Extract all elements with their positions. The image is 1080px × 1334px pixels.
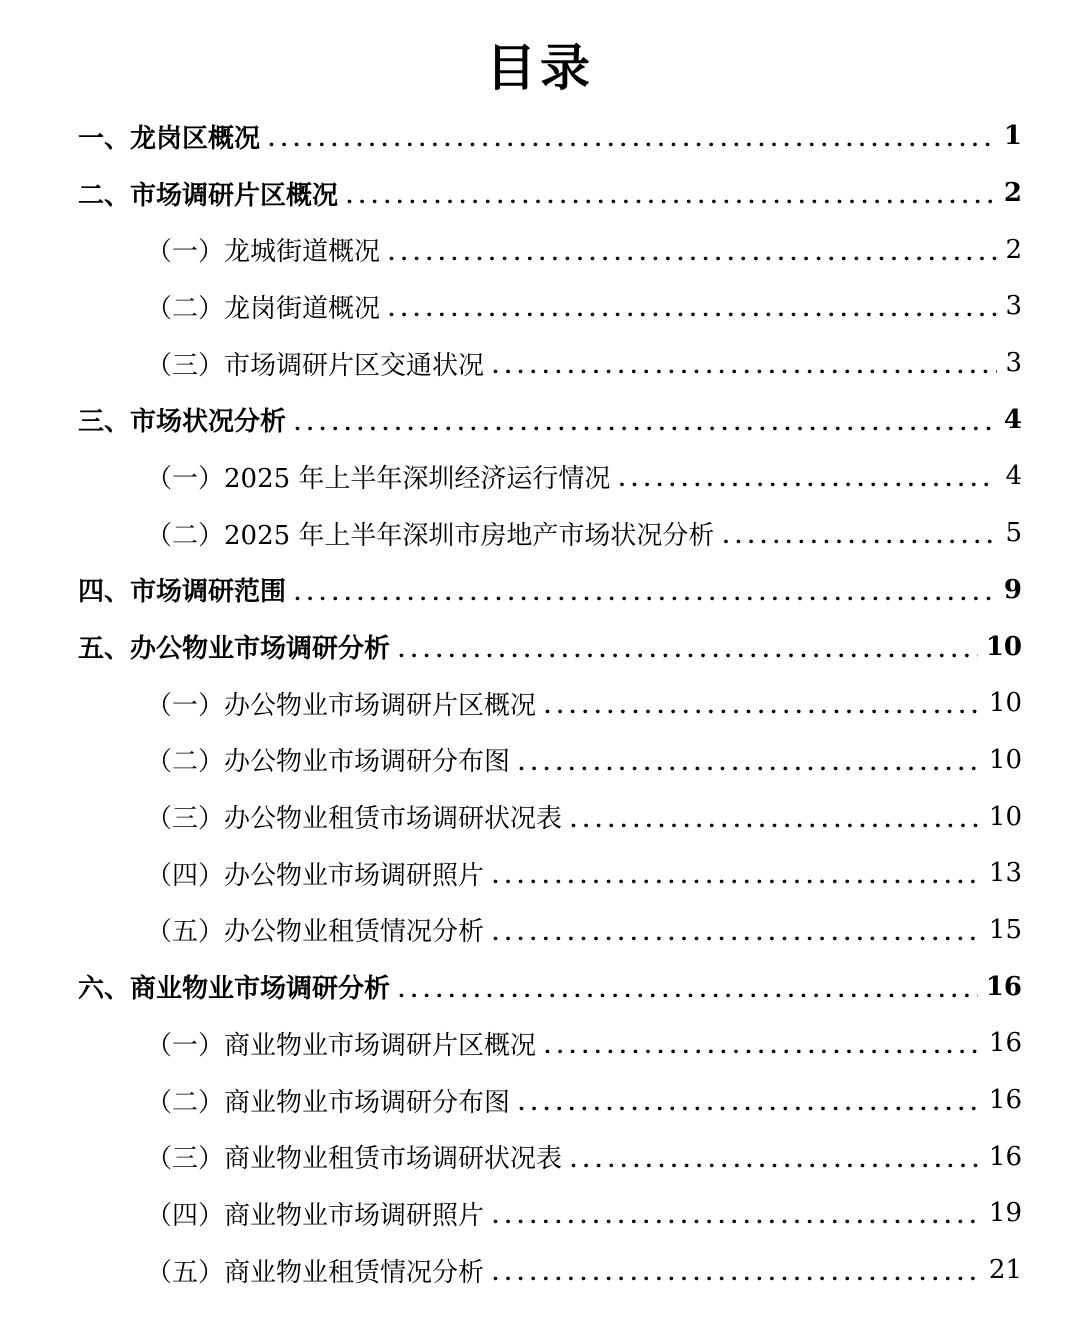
toc-subsection-entry[interactable] — [0, 845, 1080, 902]
dot-leader — [492, 1263, 981, 1283]
toc-subsection-entry[interactable] — [0, 1015, 1080, 1072]
toc-entry-label: （三）市场调研片区交通状况 — [146, 350, 485, 381]
toc-page-number: 21 — [988, 1255, 1022, 1286]
toc-page-number: 10 — [985, 631, 1022, 662]
toc-page-number: 4 — [1005, 461, 1022, 492]
toc-subsection-entry[interactable] — [0, 788, 1080, 845]
toc-subsection-entry[interactable] — [0, 505, 1080, 562]
toc-entry-label: （一）商业物业市场调研片区概况 — [146, 1030, 537, 1061]
toc-entry-label: 龙岗区概况 — [130, 123, 261, 154]
toc-entry-label: （四）商业物业市场调研照片 — [146, 1200, 485, 1231]
toc-subsection-entry[interactable] — [0, 1072, 1080, 1129]
toc-subsection-entry[interactable] — [0, 221, 1080, 278]
toc-entry-label: （二）商业物业市场调研分布图 — [146, 1087, 511, 1118]
toc-entry-label: （一）2025 年上半年深圳经济运行情况 — [146, 463, 611, 494]
toc-entry-label: （二）办公物业市场调研分布图 — [146, 747, 511, 778]
dot-leader — [570, 1150, 981, 1170]
dot-leader — [518, 753, 981, 773]
toc-entry-label: （一）办公物业市场调研片区概况 — [146, 690, 537, 721]
toc-page-number: 16 — [988, 1141, 1022, 1172]
dot-leader — [294, 583, 996, 603]
toc-page-number: 15 — [988, 914, 1022, 945]
toc-page-number: 13 — [988, 858, 1022, 889]
toc-entry-label: 商业物业市场调研分析 — [130, 974, 391, 1005]
dot-leader — [268, 129, 996, 149]
toc-section-entry[interactable] — [0, 165, 1080, 222]
dot-leader — [518, 1093, 981, 1113]
dot-leader — [492, 356, 997, 376]
toc-section-number: 五、 — [78, 634, 131, 665]
dot-leader — [398, 980, 978, 1000]
toc-section-number: 三、 — [78, 407, 131, 438]
toc-entry-label: （二）2025 年上半年深圳市房地产市场状况分析 — [146, 520, 715, 551]
dot-leader — [492, 866, 981, 886]
toc-page-number: 2 — [1003, 178, 1022, 209]
toc-subsection-entry[interactable] — [0, 448, 1080, 505]
toc-subsection-entry[interactable] — [0, 675, 1080, 732]
toc-section-number: 四、 — [78, 577, 131, 608]
dot-leader — [398, 640, 978, 660]
toc-subsection-entry[interactable] — [0, 1128, 1080, 1185]
toc-entry-label: 市场状况分析 — [130, 407, 287, 438]
toc-page-number: 5 — [1005, 518, 1022, 549]
page-title: 目录 — [486, 38, 594, 97]
dot-leader — [492, 1206, 981, 1226]
toc-entry-label: （三）商业物业租赁市场调研状况表 — [146, 1144, 563, 1175]
toc-page-number: 16 — [985, 971, 1022, 1002]
toc-subsection-entry[interactable] — [0, 278, 1080, 335]
toc-page-number: 1 — [1003, 121, 1022, 152]
toc-entry-label: 办公物业市场调研分析 — [130, 634, 391, 665]
toc-subsection-entry[interactable] — [0, 902, 1080, 959]
toc-page-number: 19 — [988, 1198, 1022, 1229]
toc-entry-label: （四）办公物业市场调研照片 — [146, 860, 485, 891]
dot-leader — [544, 696, 981, 716]
toc-subsection-entry[interactable] — [0, 1185, 1080, 1242]
toc-page-number: 9 — [1003, 574, 1022, 605]
toc-subsection-entry[interactable] — [0, 732, 1080, 789]
dot-leader — [492, 923, 981, 943]
dot-leader — [618, 469, 997, 489]
toc-section-number: 一、 — [78, 123, 131, 154]
toc-entry-label: （五）商业物业租赁情况分析 — [146, 1257, 485, 1288]
dot-leader — [722, 526, 997, 546]
toc-section-entry[interactable] — [0, 562, 1080, 619]
toc-page-number: 3 — [1005, 348, 1022, 379]
toc-section-entry[interactable] — [0, 958, 1080, 1015]
toc-page-number: 16 — [988, 1085, 1022, 1116]
dot-leader — [294, 413, 996, 433]
toc-page-number: 2 — [1005, 234, 1022, 265]
dot-leader — [544, 1036, 981, 1056]
toc-page-number: 3 — [1005, 291, 1022, 322]
toc-page-number: 16 — [988, 1028, 1022, 1059]
toc-page-number: 10 — [988, 801, 1022, 832]
toc-entry-label: （二）龙岗街道概况 — [146, 293, 381, 324]
toc-page-number: 10 — [988, 688, 1022, 719]
toc-entry-label: （三）办公物业租赁市场调研状况表 — [146, 804, 563, 835]
toc-section-entry[interactable] — [0, 108, 1080, 165]
dot-leader — [388, 243, 997, 263]
dot-leader — [346, 186, 996, 206]
toc-entry-label: （一）龙城街道概况 — [146, 237, 381, 268]
dot-leader — [388, 299, 997, 319]
toc-subsection-entry[interactable] — [0, 335, 1080, 392]
dot-leader — [570, 810, 981, 830]
toc-entry-label: 市场调研片区概况 — [130, 180, 339, 211]
toc-section-number: 二、 — [78, 180, 131, 211]
toc-entry-label: 市场调研范围 — [130, 577, 287, 608]
toc-section-entry[interactable] — [0, 618, 1080, 675]
toc-page-number: 10 — [988, 744, 1022, 775]
toc-entry-label: （五）办公物业租赁情况分析 — [146, 917, 485, 948]
table-of-contents — [0, 108, 1080, 1298]
toc-subsection-entry[interactable] — [0, 1242, 1080, 1299]
toc-page-number: 4 — [1003, 404, 1022, 435]
toc-section-number: 六、 — [78, 974, 131, 1005]
toc-section-entry[interactable] — [0, 391, 1080, 448]
